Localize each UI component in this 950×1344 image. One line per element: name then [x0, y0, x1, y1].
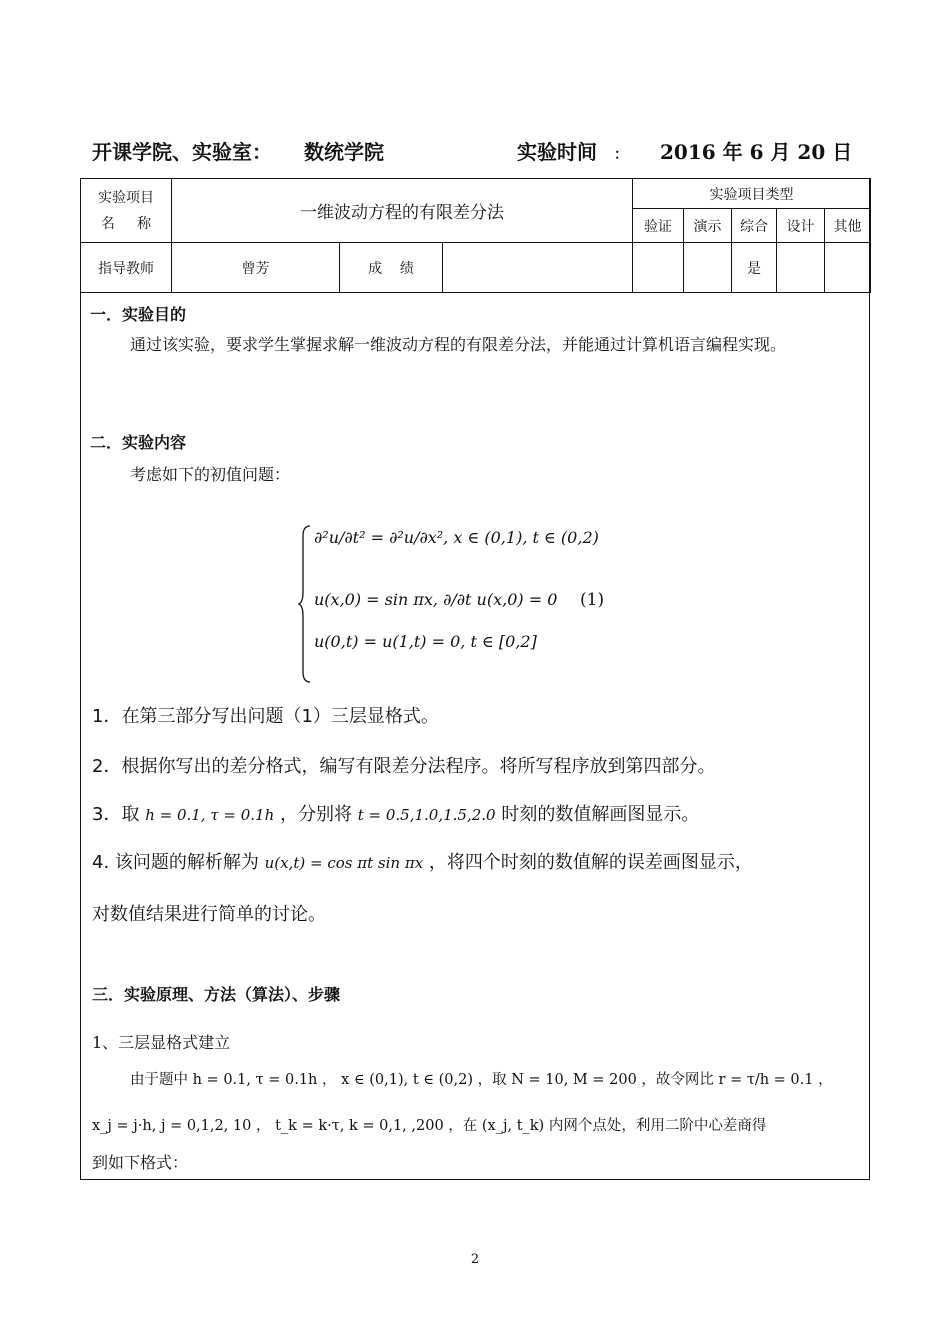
time-label: 实验时间 [517, 140, 597, 164]
equation-line-1: ∂²u/∂t² = ∂²u/∂x², x ∈ (0,1), t ∈ (0,2) [314, 528, 599, 547]
score-value [443, 243, 633, 293]
section-3-para-1: 由于题中 h = 0.1, τ = 0.1h ， x ∈ (0,1), t ∈ (0,2) ，取 N = 10, M = 200 ，故令网比 r = τ/h = 0.1 ， [130, 1072, 833, 1088]
project-name-label-1: 实验项目 [98, 189, 154, 206]
report-header [92, 132, 862, 168]
type-comprehensive: 综合 [732, 209, 777, 243]
task-item-3-post: 时刻的数值解画图显示。 [501, 804, 700, 825]
info-table [80, 178, 871, 293]
mark-verify [633, 243, 684, 293]
task-item-3-pre: 3．取 [92, 804, 140, 825]
mark-design [777, 243, 825, 293]
section-3-subtitle: 1、三层显格式建立 [92, 1033, 231, 1052]
task-item-2: 2．根据你写出的差分格式，编写有限差分法程序。将所写程序放到第四部分。 [92, 756, 716, 777]
page-number: 2 [470, 1252, 480, 1267]
equation-system [298, 520, 618, 690]
section-2-title: 二．实验内容 [90, 433, 187, 452]
mark-demo [684, 243, 732, 293]
task-item-4-pre: 4. 该问题的解析解为 [92, 852, 259, 873]
task-item-1: 1．在第三部分写出问题（1）三层显格式。 [92, 706, 439, 727]
equation-number: (1) [580, 590, 605, 610]
mark-other [825, 243, 871, 293]
task-item-3-math-2: t = 0.5,1.0,1.5,2.0 [357, 806, 496, 824]
time-separator: ： [614, 147, 628, 163]
project-name: 一维波动方程的有限差分法 [172, 179, 633, 243]
project-name-label-cell [81, 179, 172, 243]
task-item-4-math: u(x,t) = cos πt sin πx [264, 854, 424, 872]
section-2-intro: 考虑如下的初值问题： [130, 465, 291, 484]
mark-comprehensive: 是 [732, 243, 777, 293]
section-1-text: 通过该实验，要求学生掌握求解一维波动方程的有限差分法，并能通过计算机语言编程实现。 [130, 335, 787, 354]
equation-line-3: u(0,t) = u(1,t) = 0, t ∈ [0,2] [314, 632, 537, 651]
type-design: 设计 [777, 209, 825, 243]
type-other: 其他 [825, 209, 871, 243]
teacher-name: 曾芳 [172, 243, 340, 293]
section-3-para-2: x_j = j·h, j = 0,1,2, 10 ， t_k = k·τ, k = 0,1, ,200 ，在 (x_j, t_k) 内网个点处，利用二阶中心差商得 [92, 1118, 767, 1134]
teacher-label: 指导教师 [81, 243, 172, 293]
college-label: 开课学院、实验室： [92, 140, 272, 164]
section-3-title: 三．实验原理、方法（算法）、步骤 [92, 985, 341, 1004]
experiment-date: 2016 年 6 月 20 日 [660, 140, 853, 164]
task-item-3 [92, 800, 699, 826]
task-item-4-post: ，将四个时刻的数值解的误差画图显示， [428, 852, 753, 873]
task-item-3-mid: ，分别将 [280, 804, 352, 825]
type-demo: 演示 [684, 209, 732, 243]
score-label: 成 绩 [340, 243, 443, 293]
task-item-4-line-2: 对数值结果进行简单的讨论。 [92, 904, 326, 925]
section-1-title: 一．实验目的 [90, 305, 187, 324]
equation-line-2: u(x,0) = sin πx, ∂/∂t u(x,0) = 0 [314, 590, 558, 609]
type-verify: 验证 [633, 209, 684, 243]
section-3-para-3: 到如下格式： [92, 1153, 189, 1172]
college-value: 数统学院 [304, 140, 384, 164]
brace-icon [298, 524, 312, 684]
type-header: 实验项目类型 [633, 179, 871, 209]
task-item-3-math-1: h = 0.1, τ = 0.1h [145, 806, 275, 824]
project-name-label-2: 名 称 [100, 215, 152, 232]
task-item-4 [92, 848, 753, 874]
